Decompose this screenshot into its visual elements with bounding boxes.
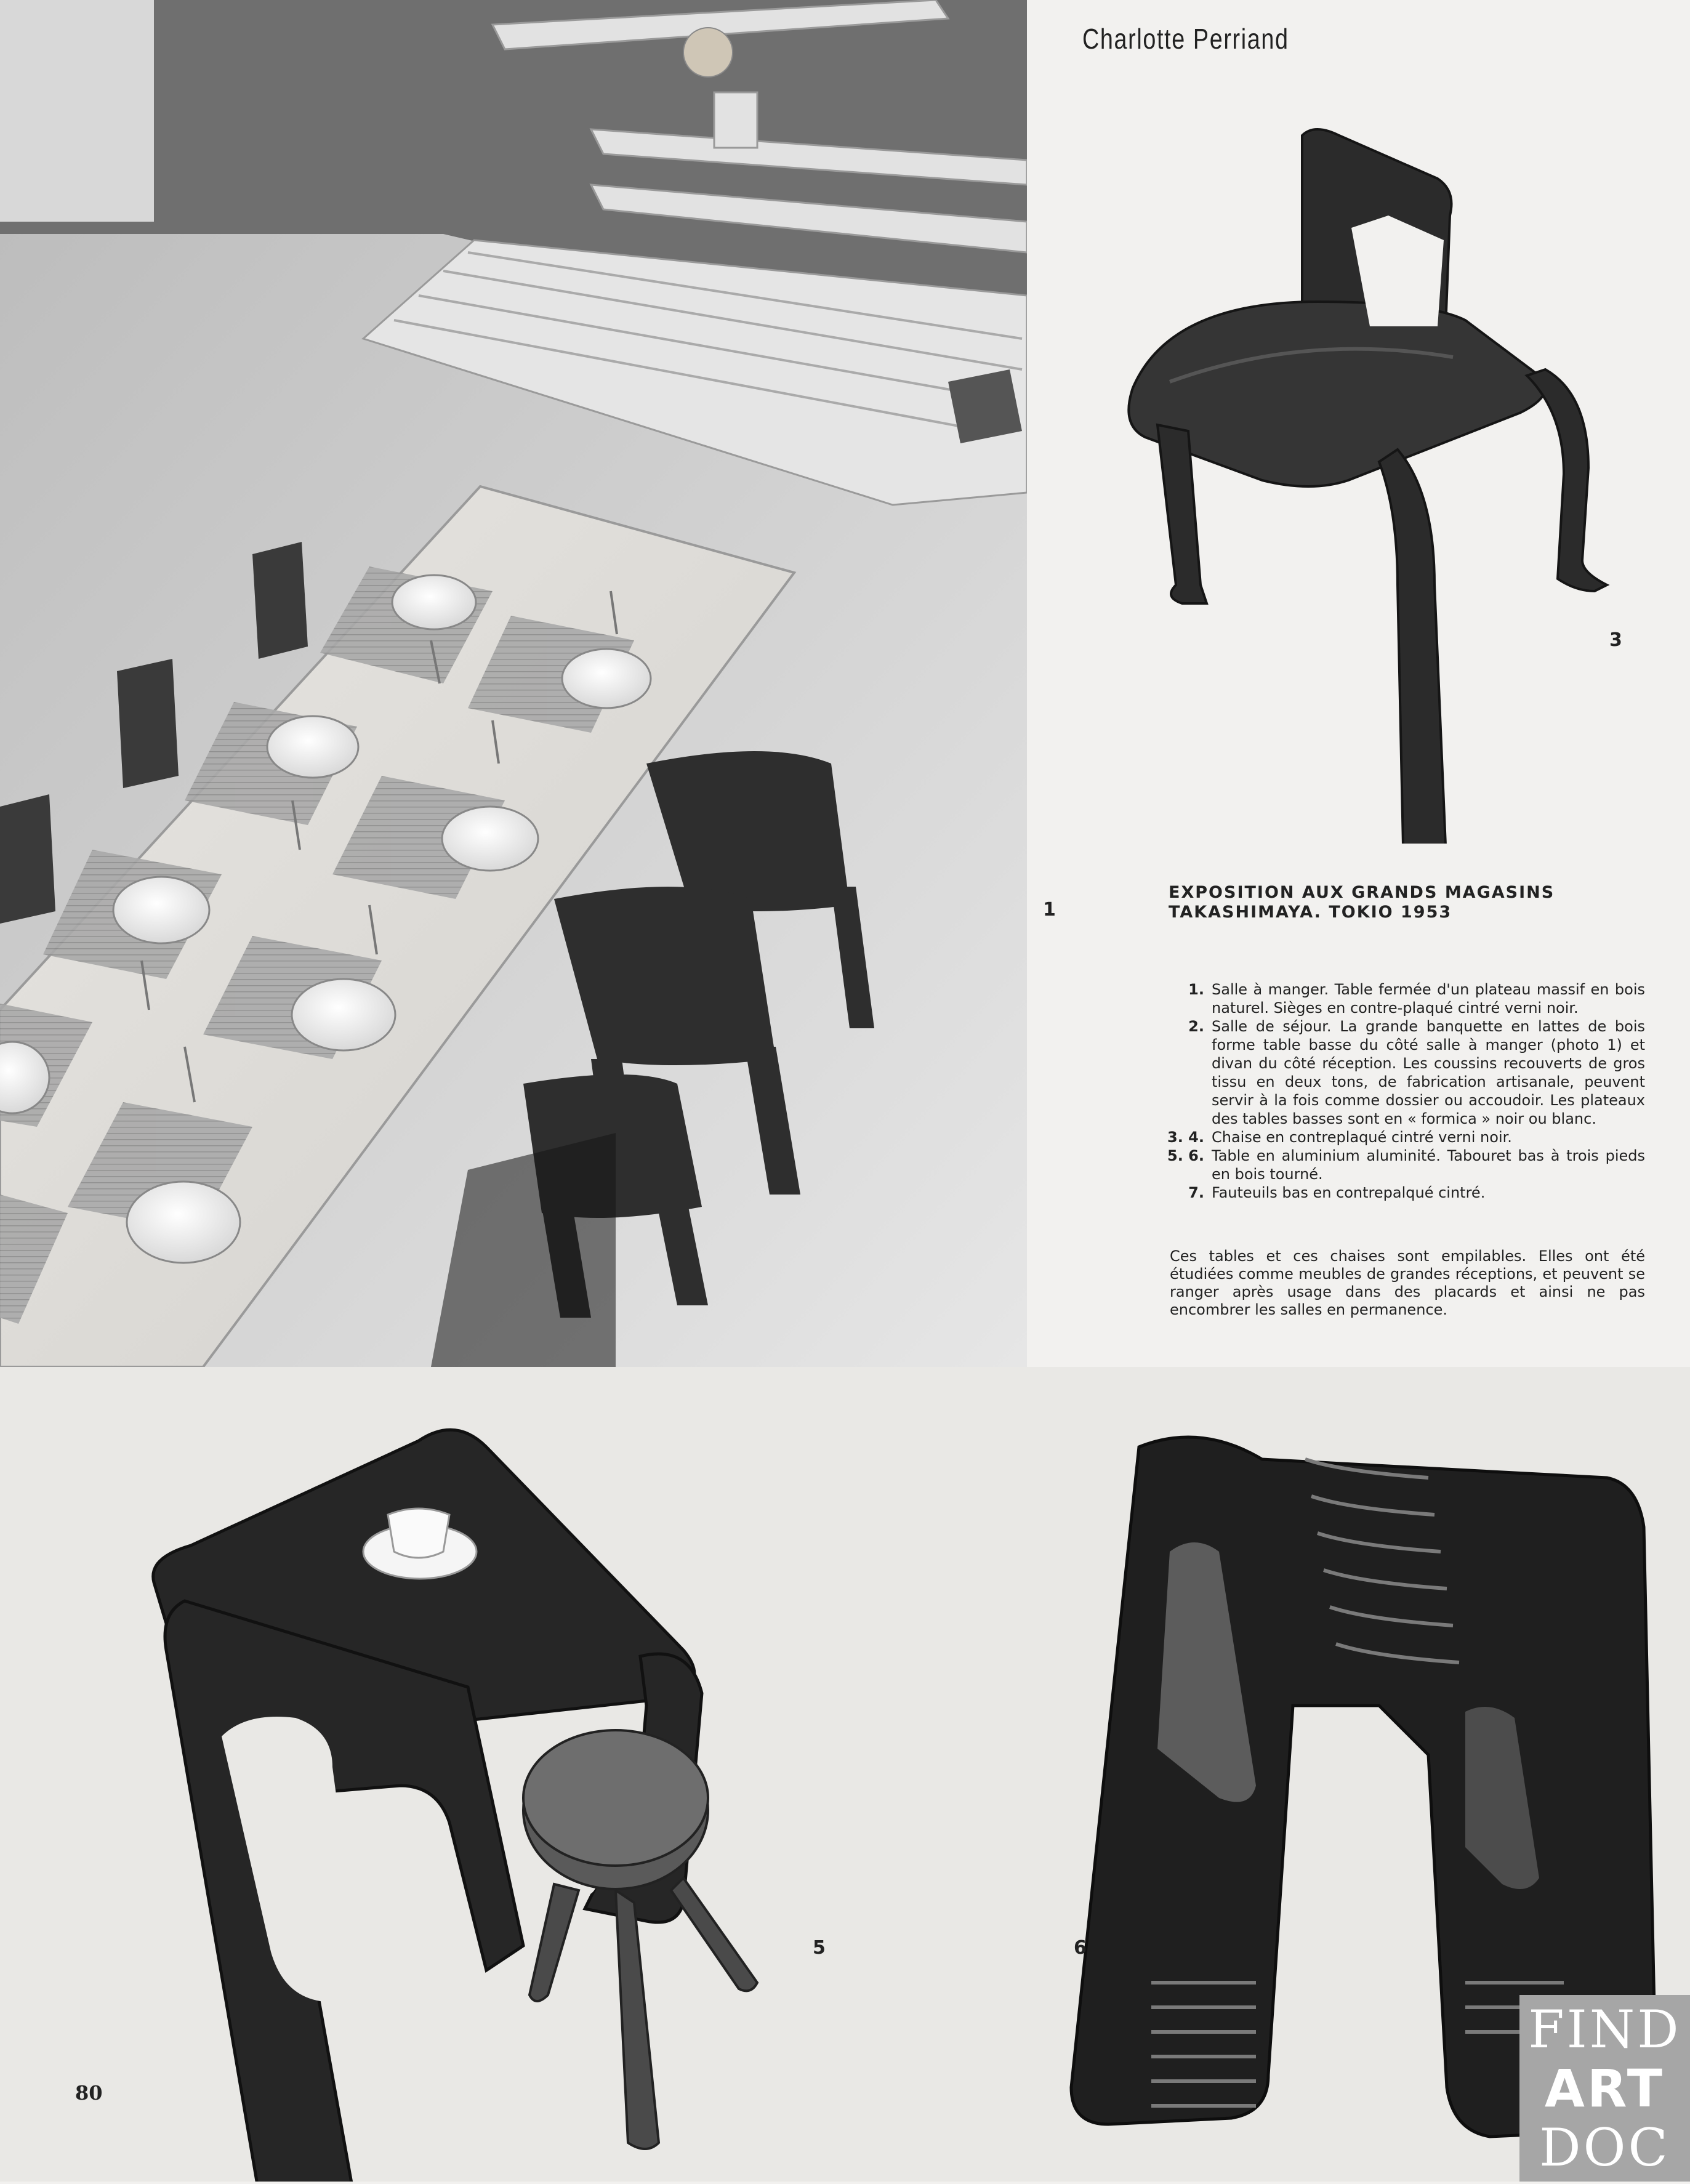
caption-number: 3. 4. [1167,1129,1204,1146]
caption-item [1153,1128,1645,1146]
figure-number-5: 5 [813,1937,826,1959]
photo-dining-room [0,0,1027,1367]
watermark-line1: FIND [1528,1999,1681,2060]
findartdoc-watermark-logo [1519,1995,1690,2182]
page-number: 80 [75,2081,103,2105]
exhibition-title-line2: TAKASHIMAYA. TOKIO 1953 [1169,903,1452,922]
caption-item [1170,1017,1645,1128]
article-author: Charlotte Perriand [1082,23,1289,55]
caption-text: Salle de séjour. La grande banquette en lattes de bois forme table basse du côté salle à manger (photo 1) et divan du côté réception. Les coussins recouverts de gros tissu en deux tons, de fabrication artisanale, peuvent servir à la fois comme dossier ou accoudoir. Les plateaux des tables basses sont en « formica » noir ou blanc. [1212,1018,1645,1127]
caption-text: Table en aluminium aluminité. Tabouret bas à trois pieds en bois tourné. [1212,1147,1645,1183]
caption-number: 5. 6. [1167,1147,1204,1164]
caption-number: 2. [1188,1018,1204,1035]
exhibition-title-line1: EXPOSITION AUX GRANDS MAGASINS [1169,883,1555,902]
watermark-line3: DOC [1539,2117,1670,2178]
caption-item [1170,980,1645,1017]
caption-text: Fauteuils bas en contrepalqué cintré. [1212,1184,1486,1201]
caption-number: 7. [1188,1184,1204,1201]
exhibition-title [1169,883,1599,922]
captions-list [1167,980,1645,1202]
stacking-note: Ces tables et ces chaises sont empilables. Elles ont été étudiées comme meubles de grandes réceptions, et peuvent se ranger après usage dans des placards et ainsi ne pas encombrer les salles en permanence. [1170,1247,1645,1318]
figure-number-6: 6 [1074,1937,1087,1959]
caption-text: Chaise en contreplaqué cintré verni noir. [1212,1129,1512,1146]
photo-plywood-chair [1059,117,1650,844]
figure-number-3: 3 [1609,629,1622,651]
figure-number-1: 1 [1043,899,1056,921]
watermark-line2: ART [1544,2058,1665,2119]
caption-item [1153,1146,1645,1183]
caption-item [1170,1183,1645,1202]
caption-number: 1. [1188,981,1204,998]
photo-table-stool-and-stacked-chairs [0,1367,1690,2182]
caption-text: Salle à manger. Table fermée d'un plateau massif en bois naturel. Sièges en contre-plaqué cintré verni noir. [1212,981,1645,1017]
